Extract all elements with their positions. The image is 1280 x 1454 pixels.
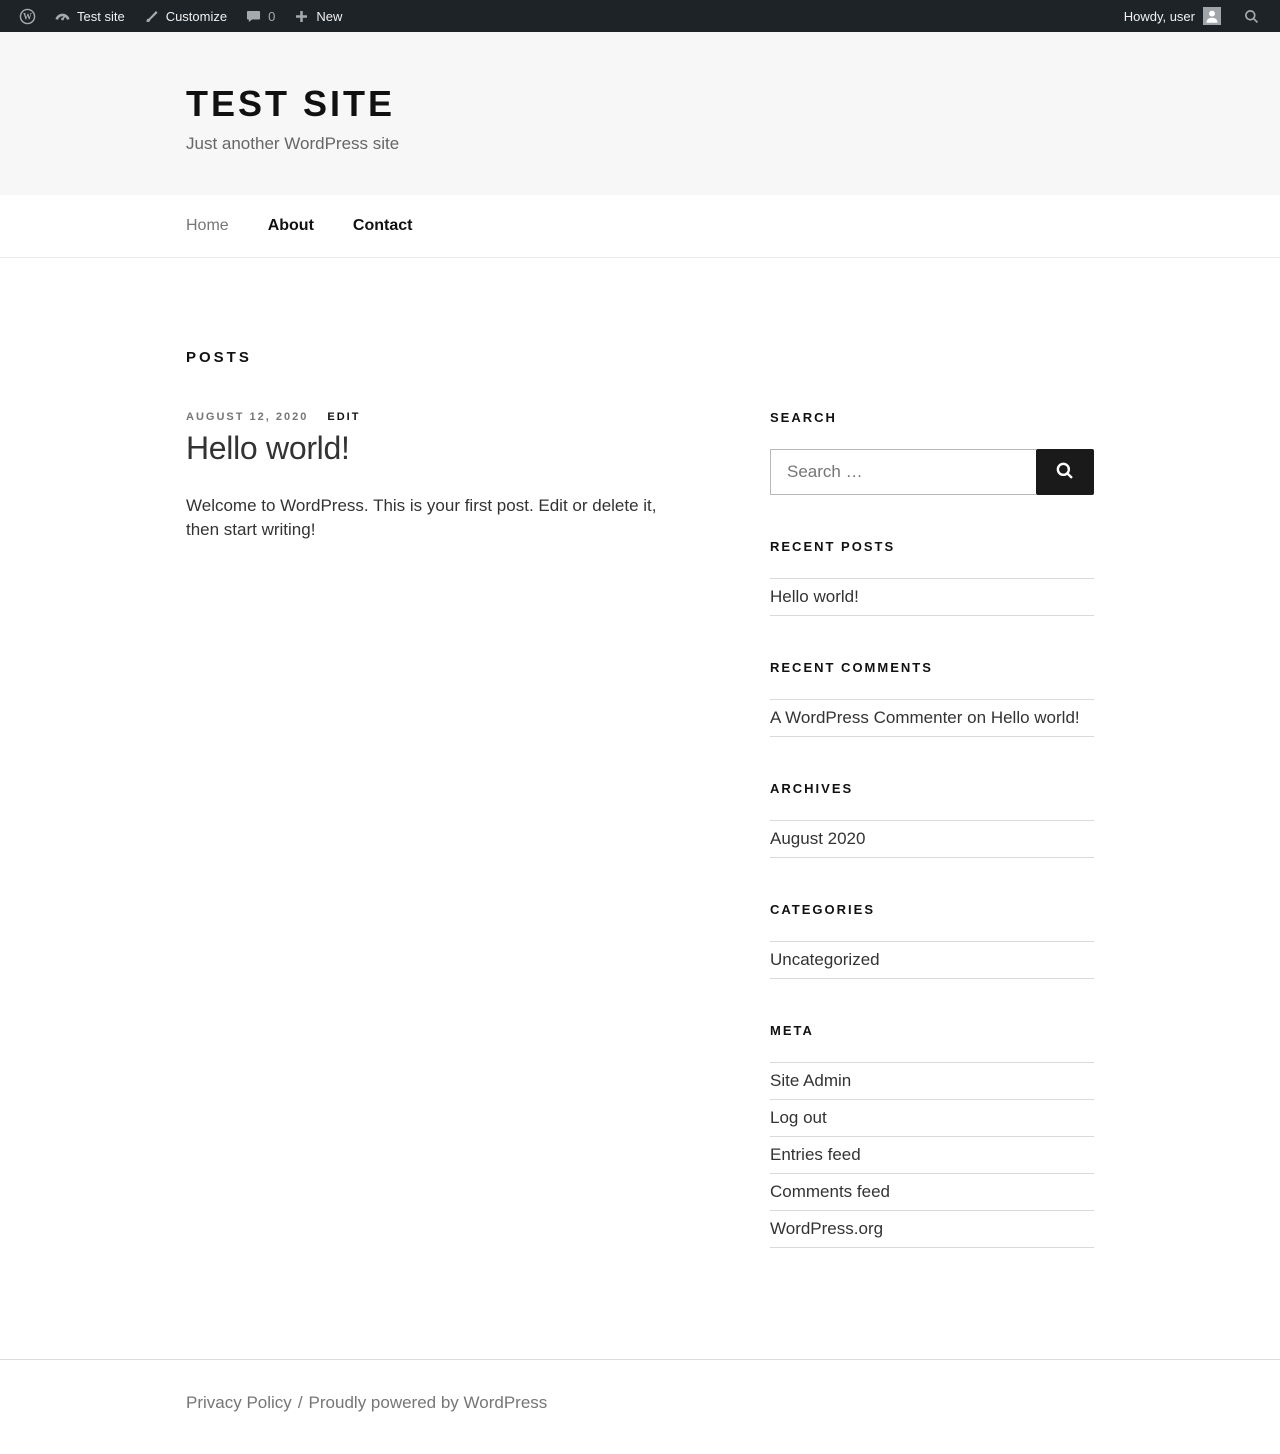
meta-site-admin-link[interactable]: Site Admin bbox=[770, 1063, 1094, 1100]
dashboard-gauge-icon bbox=[54, 8, 71, 25]
howdy-label: Howdy, user bbox=[1123, 8, 1195, 24]
site-tagline: Just another WordPress site bbox=[186, 134, 400, 153]
site-header bbox=[0, 32, 1280, 195]
admin-bar-search-toggle[interactable] bbox=[1233, 8, 1270, 25]
sidebar bbox=[770, 258, 1094, 1292]
admin-bar-site-name[interactable] bbox=[45, 0, 134, 32]
meta-widget bbox=[770, 1023, 1094, 1248]
customize-brush-icon bbox=[143, 8, 160, 25]
site-title-link[interactable]: TEST SITE bbox=[186, 83, 396, 124]
meta-comments-feed-link[interactable]: Comments feed bbox=[770, 1174, 1094, 1211]
search-icon bbox=[1243, 8, 1260, 25]
meta-title: META bbox=[770, 1023, 814, 1038]
archive-link[interactable]: August 2020 bbox=[770, 821, 1094, 858]
wp-admin-bar bbox=[0, 0, 1280, 32]
wordpress-logo-icon bbox=[19, 8, 36, 25]
svg-text:W: W bbox=[23, 11, 32, 22]
post-edit-link[interactable]: EDIT bbox=[327, 411, 361, 423]
admin-bar-left bbox=[10, 0, 351, 32]
comment-post-link[interactable]: Hello world! bbox=[990, 708, 1080, 727]
meta-entries-feed-link[interactable]: Entries feed bbox=[770, 1137, 1094, 1174]
meta-log-out-link[interactable]: Log out bbox=[770, 1100, 1094, 1137]
categories-title: CATEGORIES bbox=[770, 902, 875, 917]
admin-bar-comments[interactable] bbox=[236, 0, 284, 32]
admin-bar-comments-count: 0 bbox=[268, 8, 276, 24]
search-form bbox=[770, 449, 1094, 495]
search-input[interactable] bbox=[770, 449, 1036, 495]
recent-comment-item bbox=[770, 700, 1094, 737]
admin-bar-customize[interactable] bbox=[134, 0, 236, 32]
post-hello-world bbox=[186, 411, 686, 542]
plus-icon bbox=[293, 8, 310, 25]
recent-comments-title: RECENT COMMENTS bbox=[770, 660, 933, 675]
privacy-policy-link[interactable]: Privacy Policy bbox=[186, 1393, 292, 1412]
category-link[interactable]: Uncategorized bbox=[770, 942, 1094, 979]
wordpress-logo-menu[interactable] bbox=[10, 0, 45, 32]
recent-post-link[interactable]: Hello world! bbox=[770, 579, 1094, 616]
comment-author-link[interactable]: A WordPress Commenter bbox=[770, 708, 963, 727]
comments-bubble-icon bbox=[245, 8, 262, 25]
recent-posts-widget bbox=[770, 539, 1094, 616]
search-button-icon bbox=[1054, 460, 1076, 485]
comment-connector: on bbox=[967, 708, 987, 727]
content-area bbox=[186, 258, 1094, 1292]
powered-by-link[interactable]: Proudly powered by WordPress bbox=[308, 1393, 548, 1412]
post-date-link[interactable]: AUGUST 12, 2020 bbox=[186, 411, 309, 423]
post-body: Welcome to WordPress. This is your first post. Edit or delete it, then start writing! bbox=[186, 496, 657, 539]
post-title-link[interactable]: Hello world! bbox=[186, 430, 350, 466]
user-avatar bbox=[1203, 7, 1221, 25]
recent-comments-widget bbox=[770, 660, 1094, 737]
admin-bar-site-name-label: Test site bbox=[77, 8, 125, 24]
footer-separator: / bbox=[297, 1393, 303, 1412]
archives-widget bbox=[770, 781, 1094, 858]
search-submit-button[interactable] bbox=[1036, 449, 1094, 495]
admin-bar-new[interactable] bbox=[284, 0, 351, 32]
categories-widget bbox=[770, 902, 1094, 979]
recent-posts-title: RECENT POSTS bbox=[770, 539, 896, 554]
posts-section-title: POSTS bbox=[186, 349, 252, 366]
search-widget-title: SEARCH bbox=[770, 410, 837, 425]
post-meta bbox=[186, 411, 686, 423]
admin-bar-new-label: New bbox=[316, 8, 343, 24]
posts-column bbox=[186, 258, 686, 542]
admin-bar-my-account[interactable] bbox=[1116, 7, 1229, 25]
footer-line bbox=[186, 1393, 1094, 1413]
nav-item-about[interactable]: About bbox=[267, 217, 314, 234]
nav-item-contact[interactable]: Contact bbox=[352, 217, 413, 234]
main-navigation bbox=[0, 195, 1280, 258]
admin-bar-right bbox=[1116, 7, 1270, 25]
search-widget bbox=[770, 410, 1094, 495]
meta-wordpress-org-link[interactable]: WordPress.org bbox=[770, 1211, 1094, 1248]
site-footer bbox=[0, 1359, 1280, 1454]
nav-item-home[interactable]: Home bbox=[186, 217, 229, 234]
admin-bar-customize-label: Customize bbox=[165, 8, 228, 24]
archives-title: ARCHIVES bbox=[770, 781, 854, 796]
